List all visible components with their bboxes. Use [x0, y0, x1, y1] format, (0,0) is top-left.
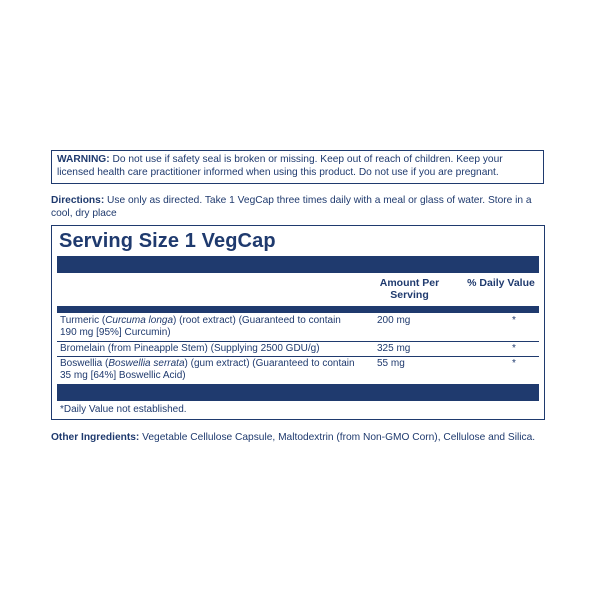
supplement-facts-panel — [51, 225, 545, 420]
ingredient-name: Turmeric (Curcuma longa) (root extract) (Guaranteed to contain 190 mg [95%] Curcumin) — [60, 315, 341, 338]
ingredient-daily-value: * — [512, 358, 516, 369]
directions-text: Use only as directed. Take 1 VegCap three times daily with a meal or glass of water. Store in a cool, dry place — [51, 195, 532, 219]
warning-label: WARNING: — [57, 154, 110, 165]
ingredient-name: Bromelain (from Pineapple Stem) (Supplying 2500 GDU/g) — [60, 343, 320, 354]
other-ingredients-text: Vegetable Cellulose Capsule, Maltodextrin (from Non-GMO Corn), Cellulose and Silica. — [139, 432, 536, 443]
table-row — [57, 343, 539, 356]
ingredient-amount: 55 mg — [377, 358, 405, 369]
table-row — [57, 315, 539, 341]
directions-label: Directions: — [51, 195, 105, 206]
table-row — [57, 358, 539, 384]
warning-text: Do not use if safety seal is broken or missing. Keep out of reach of children. Keep your licensed health care practitioner informed when using this product. Do not use if you are pregnant. — [57, 154, 503, 178]
row-divider — [57, 341, 539, 342]
other-ingredients-text-block — [51, 431, 546, 444]
other-ingredients-label: Other Ingredients: — [51, 432, 140, 443]
column-divider-bar — [57, 306, 539, 313]
footer-bar — [57, 384, 539, 401]
serving-size-title: Serving Size 1 VegCap — [59, 230, 276, 252]
ingredient-amount: 200 mg — [377, 315, 411, 326]
directions-text-block — [51, 194, 546, 220]
header-bar — [57, 256, 539, 273]
daily-value-header: % Daily Value — [467, 277, 535, 289]
ingredient-amount: 325 mg — [377, 343, 411, 354]
ingredient-name: Boswellia (Boswellia serrata) (gum extract) (Guaranteed to contain 35 mg [64%] Boswellic Acid) — [60, 358, 355, 381]
ingredient-daily-value: * — [512, 315, 516, 326]
row-divider — [57, 356, 539, 357]
amount-per-serving-header: Amount Per Serving — [379, 277, 440, 301]
ingredient-daily-value: * — [512, 343, 516, 354]
warning-box — [51, 150, 544, 184]
daily-value-footnote: *Daily Value not established. — [60, 404, 187, 415]
